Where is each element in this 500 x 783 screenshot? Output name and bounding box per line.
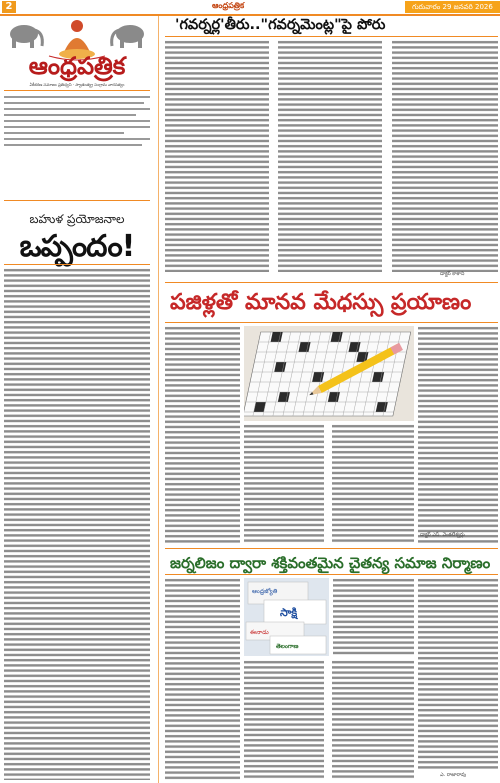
paper-label-1: ఆంధ్రజ్యోతి (252, 588, 278, 595)
article3-rule (165, 574, 498, 575)
masthead-notes (4, 94, 150, 224)
article2-author: డాక్టర్ ఎస్. వెంకటేశ్వర్లు (420, 532, 465, 538)
article1-body (165, 40, 498, 280)
article3-body-right (418, 578, 498, 780)
editorial-header (4, 212, 150, 271)
paper-label-3: ఈనాడు (250, 629, 269, 636)
article1-rule (165, 36, 498, 37)
newspapers-graphic (244, 578, 329, 656)
article2-headline: పజిళ్లతో మానవ మేధస్సు ప్రయాణం (170, 290, 472, 315)
column-divider (158, 16, 159, 783)
article3-headline: జర్నలిజం ద్వారా శక్తివంతమైన చైతన్య సమాజ నిర్మాణం (170, 554, 491, 572)
article3-center-lines (244, 660, 414, 780)
editorial-rule (4, 200, 150, 201)
masthead-rule (4, 90, 150, 91)
article1-bottom-rule (165, 282, 498, 283)
article2-center-lines (244, 424, 414, 544)
article1-headline: 'గవర్నర్ల'తీరు.."గవర్నమెంట్ల"పై పోరు (175, 17, 386, 33)
editorial-headline: ఒప్పందం! (19, 229, 135, 264)
crossword-puzzle-graphic (244, 326, 414, 421)
article1-author: డాక్టర్ కాకాని (440, 271, 465, 277)
newspapers-photo (244, 578, 329, 656)
article3-left-lines (165, 578, 240, 780)
article3-author: ఎ. రాజారావు (440, 772, 467, 778)
article3-body-center (244, 660, 414, 780)
editorial-subhead: బహుళ ప్రయోజనాల (29, 212, 125, 226)
issue-date: గురువారం 29 జనవరి 2026 (405, 1, 500, 13)
article2-body-left (165, 326, 240, 544)
masthead-title: ఆంధ్రపత్రిక (28, 52, 126, 80)
masthead-tagline: ఏకీకరణ సమాజం ప్రతిధ్వని · స్వాతంత్య్ర సంగ్రామ వారసత్వం (29, 82, 125, 87)
article3-body-center-top (333, 578, 414, 656)
article3-right-lines (418, 578, 498, 780)
article2-body-right (418, 326, 498, 544)
editorial-text-lines (4, 268, 150, 780)
paper-label-4: తెలంగాణ (276, 643, 299, 650)
article2-left-lines (165, 326, 240, 544)
paper-label-2: సాక్షి (280, 606, 298, 619)
editorial-body (4, 268, 150, 780)
article3-center-top-lines (333, 578, 414, 656)
notes-text-lines (4, 94, 150, 224)
article2-right-lines (418, 326, 498, 544)
running-title: ఆంధ్రపత్రిక (212, 1, 245, 10)
editorial-rule-2 (4, 264, 150, 265)
page-number: 2 (2, 1, 16, 13)
article2-rule (165, 322, 498, 323)
article1-text-lines (165, 40, 498, 280)
article2-bottom-rule (165, 548, 498, 549)
article2-body-center (244, 424, 414, 544)
article3-body-left (165, 578, 240, 780)
crossword-image (244, 326, 414, 421)
